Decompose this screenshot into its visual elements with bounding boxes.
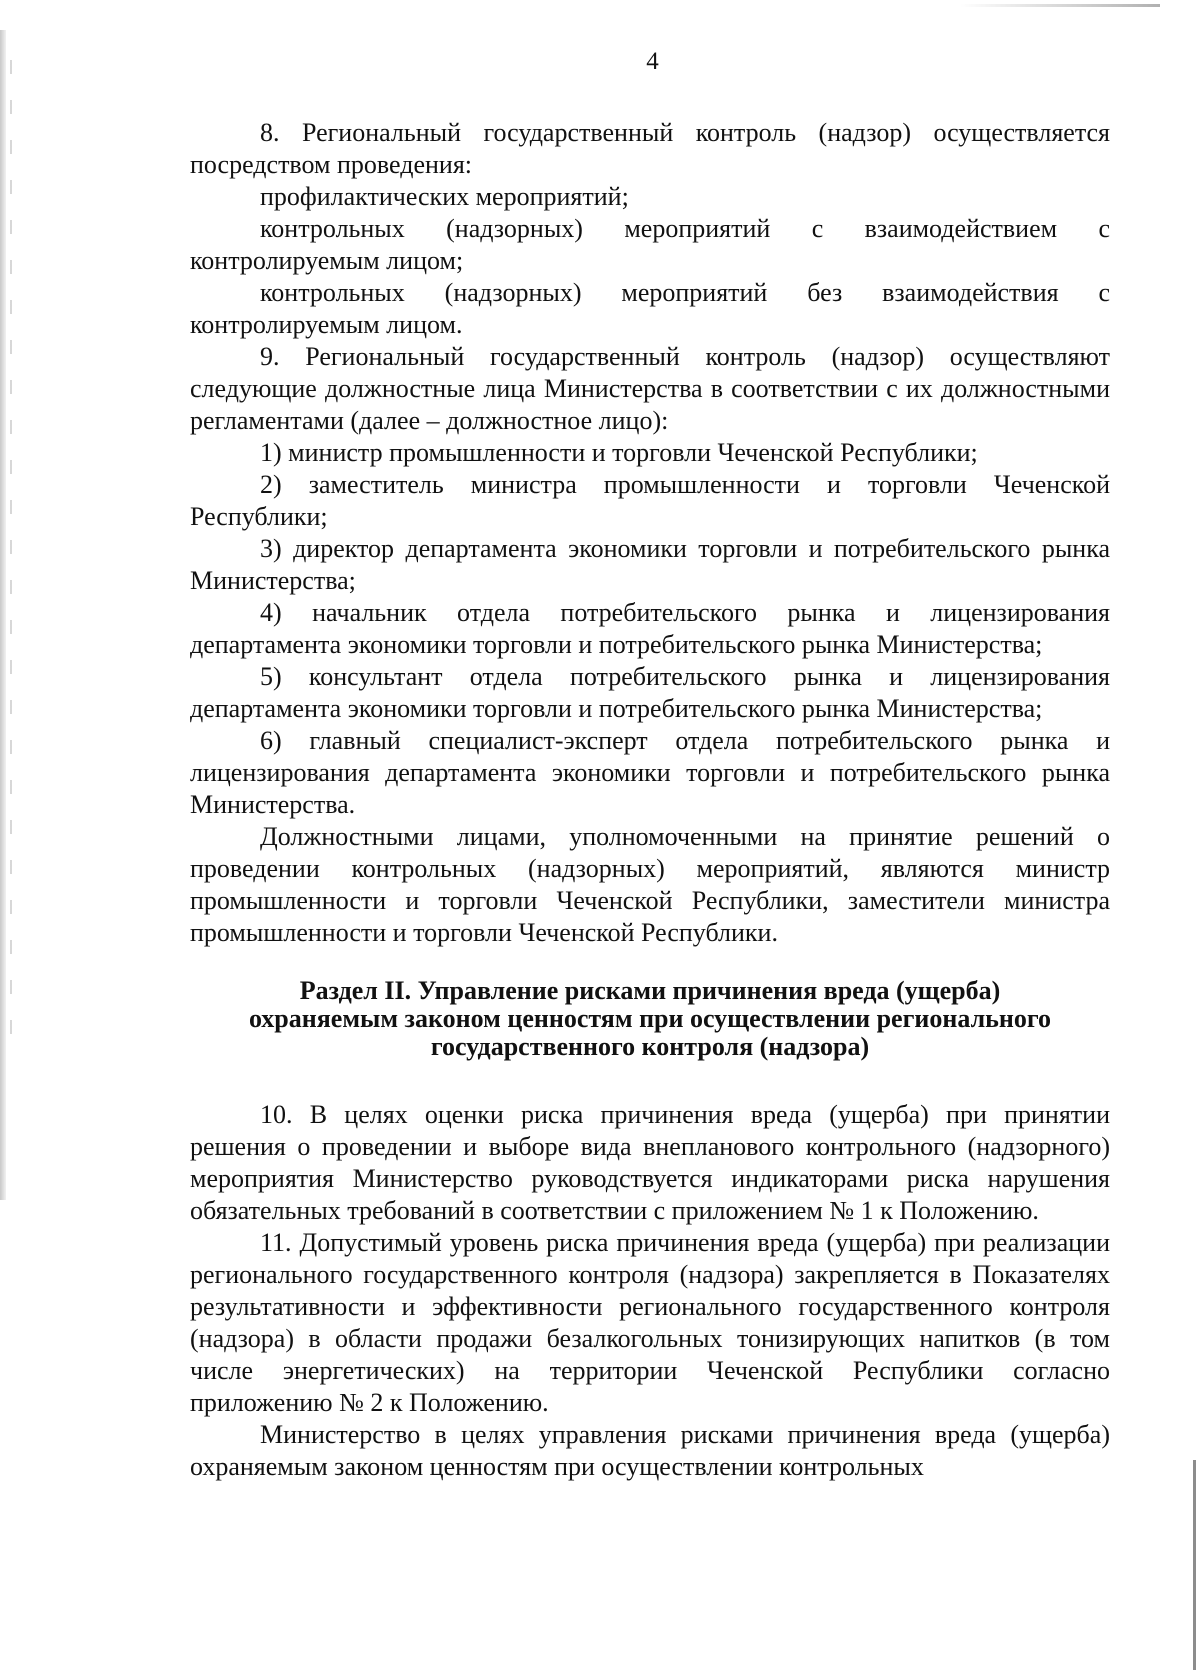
page-number: 4 [646,48,659,75]
list-item-1: 1) министр промышленности и торговли Чеченской Республики; [260,438,978,467]
scan-edge-left-marks [10,60,12,1060]
paragraph-authorized-officials: Должностными лицами, уполномоченными на принятие решений о проведении контрольных (надзорных) мероприятий, являются министр промышленности и торговли Чеченской Республики, заместители министра промышленности и торговли Чеченской Республики. [190,822,1110,947]
paragraph-8: 8. Региональный государственный контроль (надзор) осуществляется посредством проведения: [190,118,1110,179]
paragraph-with-interaction: контрольных (надзорных) мероприятий с взаимодействием с контролируемым лицом; [190,214,1110,275]
section-title-line-2: охраняемым законом ценностям при осуществлении регионального [248,1004,1052,1033]
list-item-4: 4) начальник отдела потребительского рынка и лицензирования департамента экономики торговли и потребительского рынка Министерства; [190,598,1110,659]
paragraph-10: 10. В целях оценки риска причинения вреда (ущерба) при принятии решения о проведении и выборе вида внепланового контрольного (надзорного) мероприятия Министерство руководствуется индикаторами риска нарушения обязательных требований в соответствии с приложением № 1 к Положению. [190,1100,1110,1225]
document-body [190,117,1110,1483]
list-item-3: 3) директор департамента экономики торговли и потребительского рынка Министерства; [190,534,1110,595]
paragraph-9: 9. Региональный государственный контроль (надзор) осуществляют следующие должностные лица Министерства в соответствии с их должностными регламентами (далее – должностное лицо): [190,342,1110,435]
paragraph-ministry-risk: Министерство в целях управления рисками причинения вреда (ущерба) охраняемым законом ценностям при осуществлении контрольных [190,1420,1110,1481]
scan-edge-left [0,30,6,1200]
section-title [190,977,1110,1061]
paragraph-11: 11. Допустимый уровень риска причинения вреда (ущерба) при реализации регионального государственного контроля (надзора) закрепляется в Показателях результативности и эффективности регионального государственного контроля (надзора) в области продажи безалкогольных тонизирующих напитков (в том числе энергетических) на территории Чеченской Республики согласно приложению № 2 к Положению. [190,1228,1110,1417]
section-title-line-3: государственного контроля (надзора) [430,1032,870,1061]
paragraph-without-interaction: контрольных (надзорных) мероприятий без взаимодействия с контролируемым лицом. [190,278,1110,339]
list-item-2: 2) заместитель министра промышленности и торговли Чеченской Республики; [190,470,1110,531]
list-item-5: 5) консультант отдела потребительского рынка и лицензирования департамента экономики торговли и потребительского рынка Министерства; [190,662,1110,723]
scan-edge-top [960,4,1160,7]
scan-edge-right [1193,1460,1196,1670]
list-item-6: 6) главный специалист-эксперт отдела потребительского рынка и лицензирования департамента экономики торговли и потребительского рынка Министерства. [190,726,1110,819]
section-title-line-1: Раздел II. Управление рисками причинения вреда (ущерба) [299,976,1001,1005]
paragraph-preventive: профилактических мероприятий; [260,182,629,211]
